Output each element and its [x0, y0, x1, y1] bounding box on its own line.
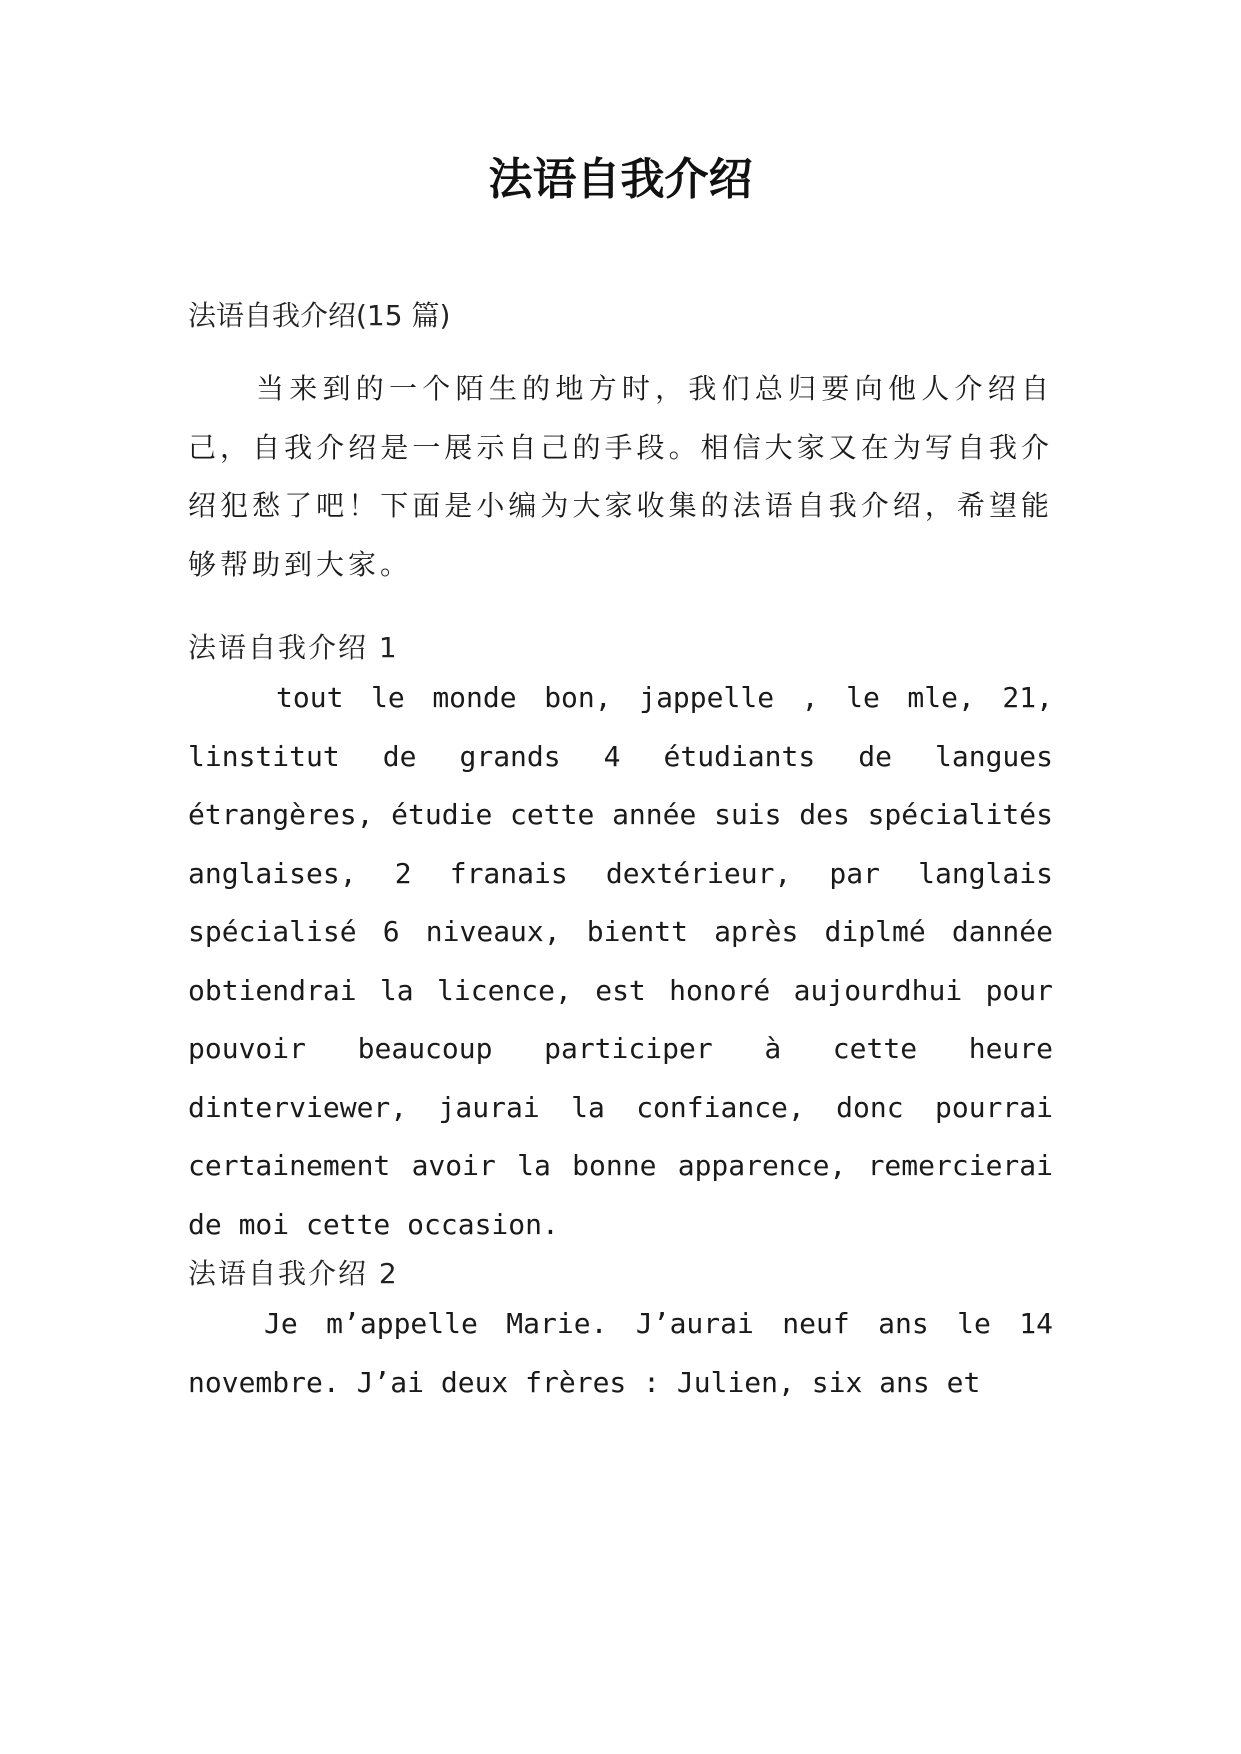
document-title: 法语自我介绍 [488, 154, 753, 205]
section-body-1: tout le monde bon, jappelle , le mle, 21, linstitut de grands 4 étudiants de langues étrangères, étudie cette année suis des spécialités anglaises, 2 franais dextérieur, par langlais spécialisé 6 niveaux, bientt après diplmé dannée obtiendrai la licence, est honoré aujourdhui pour pouvoir beaucoup participer à cette heure dinterviewer, jaurai la confiance, donc pourrai certainement avoir la bonne apparence, remercierai de moi cette occasion. [188, 681, 1053, 1241]
document-subtitle: 法语自我介绍(15 篇) [188, 299, 451, 332]
section-body-2: Je m’appelle Marie. J’aurai neuf ans le 14 novembre. J’ai deux frères : Julien, six ans et [188, 1307, 1053, 1399]
section-heading-1: 法语自我介绍 1 [188, 631, 399, 664]
intro-paragraph: 当来到的一个陌生的地方时，我们总归要向他人介绍自己，自我介绍是一展示自己的手段。相信大家又在为写自我介绍犯愁了吧！下面是小编为大家收集的法语自我介绍，希望能够帮助到大家。 [188, 372, 1053, 581]
section-heading-2: 法语自我介绍 2 [188, 1257, 399, 1290]
